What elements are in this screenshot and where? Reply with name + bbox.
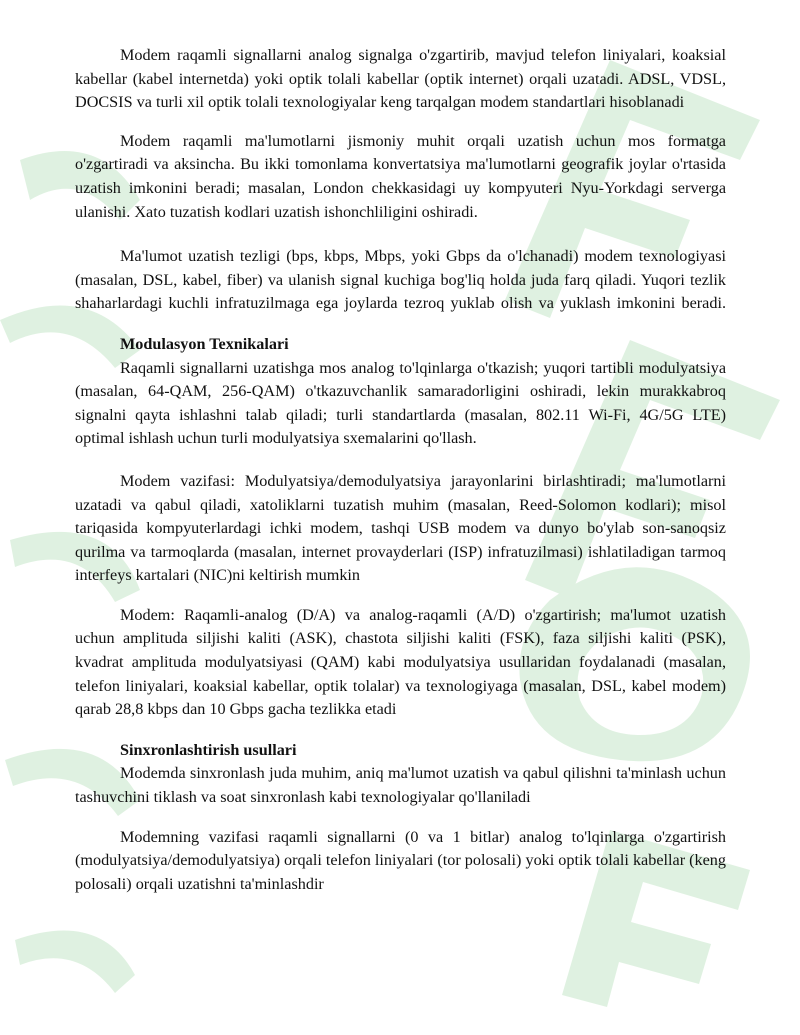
paragraph-data-rate: Ma'lumot uzatish tezligi (bps, kbps, Mbps, yoki Gbps da o'lchanadi) modem texnologiyasi (masalan, DSL, kabel, fiber) va ulanish signal kuchiga bog'liq holda juda farq qiladi. Yuqori tezlik shaharlardagi kuchli infratuzilmaga ega joylarda tezroq yuklab olish va yuklash imkonini beradi. [75,247,726,313]
paragraph-synchronization: Modemda sinxronlash juda muhim, aniq ma'lumot uzatish va qabul qilishni ta'minlash uchun tashuvchini tiklash va soat sinxronlash kabi texnologiyalar qo'llaniladi [75,764,726,807]
paragraph-modulation: Raqamli signallarni uzatishga mos analog to'lqinlarga o'tkazish; yuqori tartibli modulyatsiya (masalan, 64-QAM, 256-QAM) o'tkazuvchanlik samaradorligini oshiradi, lekin murakkabroq signalni qayta ishlashni talab qiladi; turli standartlarda (masalan, 802.11 Wi-Fi, 4G/5G LTE) optimal ishlash uchun turli modulyatsiya sxemalarini qo'llash. [75,358,726,448]
paragraph-modem-intro: Modem raqamli signallarni analog signalga o'zgartirib, mavjud telefon liniyalari, koaksial kabellar (kabel internetda) yoki optik tolali kabellar (optik internet) orqali uzatadi. ADSL, VDSL, DOCSIS va turli xil optik tolali texnologiyalar keng tarqalgan modem standartlari hisoblanadi [75,46,726,112]
paragraph-modem-da-ad: Modem: Raqamli-analog (D/A) va analog-raqamli (A/D) o'zgartirish; ma'lumot uzatish uchun amplituda siljishi kaliti (ASK), chastota siljishi kaliti (FSK), faza siljishi kaliti (PSK), kvadrat amplituda modulyatsiyasi (QAM) kabi modulyatsiya usullaridan foydalanadi (masalan, telefon liniyalari, koaksial kabellar, optik tolalar) va texnologiyaga (masalan, DSL, kabel modem) qarab 28,8 kbps dan 10 Gbps gacha tezlikka etadi [75,605,726,719]
paragraph-modem-purpose: Modemning vazifasi raqamli signallarni (0 va 1 bitlar) analog to'lqinlarga o'zgartirish (modulyatsiya/demodulyatsiya) orqali telefon liniyalari (tor polosali) yoki optik tolali kabellar (keng polosali) orqali uzatishni ta'minlashdir [75,827,726,893]
heading-modulation: Modulasyon Texnikalari [120,334,289,353]
heading-synchronization: Sinxronlashtirish usullari [120,740,297,759]
paragraph-modem-conversion: Modem raqamli ma'lumotlarni jismoniy muhit orqali uzatish uchun mos formatga o'zgartiradi va aksincha. Bu ikki tomonlama konvertatsiya ma'lumotlarni geografik joylar o'rtasida uzatish imkonini beradi; masalan, London chekkasidagi uy kompyuteri Nyu-Yorkdagi serverga ulanishi. Xato tuzatish kodlari uzatish ishonchliligini oshiradi. [75,131,726,221]
paragraph-modem-function: Modem vazifasi: Modulyatsiya/demodulyatsiya jarayonlarini birlashtiradi; ma'lumotlarni uzatadi va qabul qiladi, xatoliklarni tuzatish muhim (masalan, Reed-Solomon kodlari); misol tariqasida kompyuterlardagi ichki modem, tashqi USB modem va dunyo bo'ylab son-sanoqsiz qurilma va tarmoqlarda (masalan, internet provayderlari (ISP) infratuzilmasi) ishlatiladigan tarmoq interfeys kartalari (NIC)ni keltirish mumkin [75,471,726,585]
document-body [75,44,726,896]
